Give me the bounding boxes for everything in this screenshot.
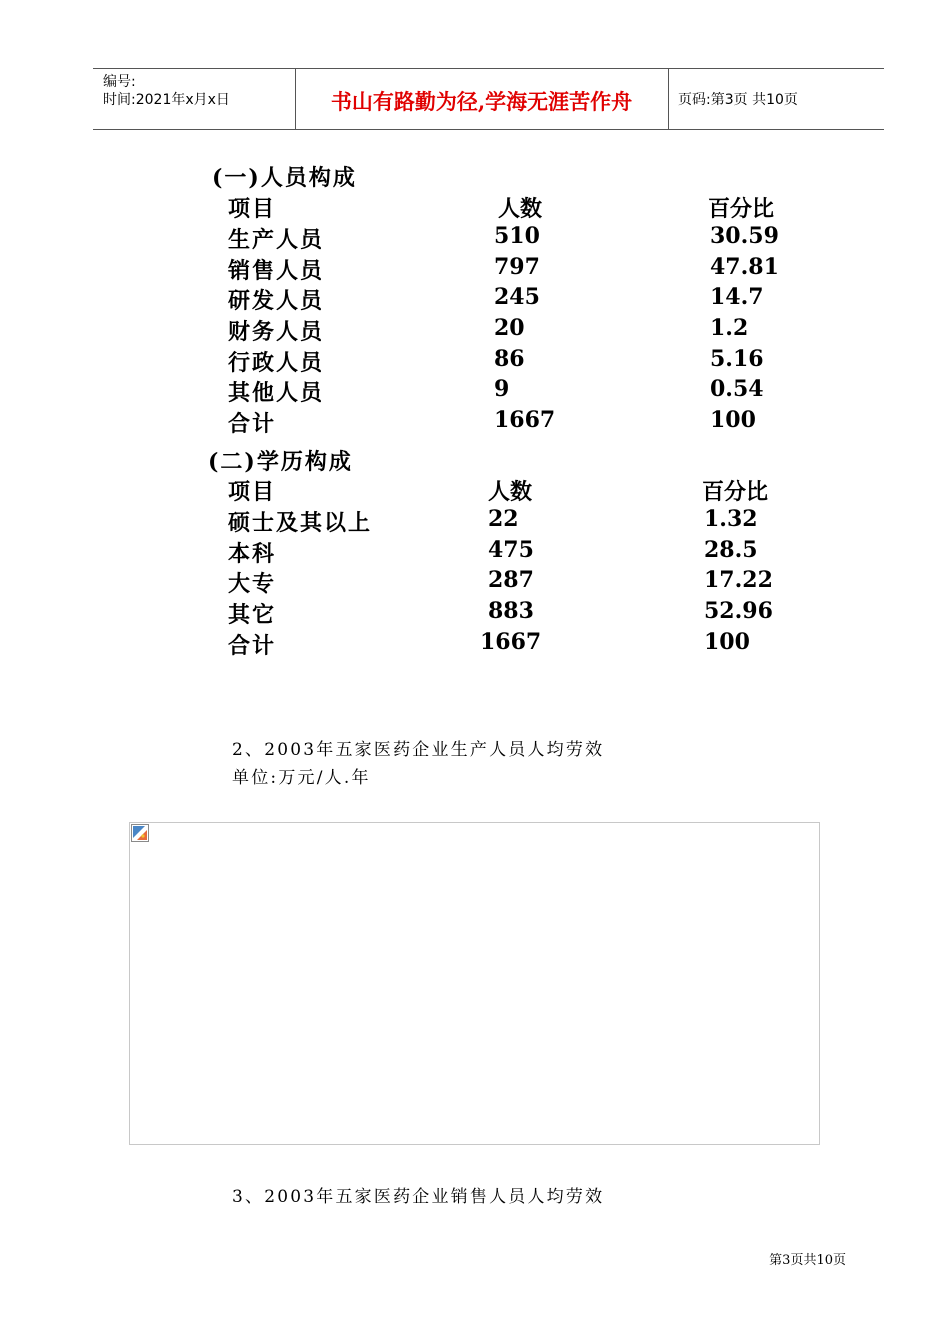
header-right-cell	[668, 69, 884, 129]
row-count: 797	[494, 254, 540, 280]
paragraph-2-unit: 单位:万元/人.年	[232, 768, 371, 788]
header-item: 项目	[228, 479, 277, 505]
row-percent: 30.59	[710, 223, 779, 249]
row-count: 22	[488, 506, 519, 532]
row-percent: 47.81	[710, 254, 779, 280]
row-count: 20	[494, 315, 525, 341]
row-label: 财务人员	[228, 319, 325, 345]
row-label: 其他人员	[228, 380, 325, 406]
time-label: 时间:2021年x月x日	[103, 92, 230, 108]
row-percent: 1.32	[704, 506, 758, 532]
header-percent: 百分比	[708, 196, 775, 222]
row-percent: 1.2	[710, 315, 749, 341]
serial-number-label: 编号:	[103, 74, 136, 90]
page-footer: 第3页共10页	[769, 1253, 846, 1268]
row-label: 生产人员	[228, 227, 325, 253]
paragraph-3-title: 3、2003年五家医药企业销售人员人均劳效	[232, 1187, 605, 1207]
row-count: 883	[488, 598, 534, 624]
row-count: 287	[488, 567, 534, 593]
row-count: 510	[494, 223, 540, 249]
row-label: 合计	[228, 633, 277, 659]
row-percent: 100	[704, 629, 750, 655]
row-label: 本科	[228, 541, 277, 567]
broken-image-icon	[131, 824, 149, 842]
header-middle-cell	[295, 69, 669, 129]
row-count: 475	[488, 537, 534, 563]
section-title: (二)学历构成	[208, 449, 353, 475]
row-percent: 17.22	[704, 567, 773, 593]
row-label: 行政人员	[228, 350, 325, 376]
section-title: (一)人员构成	[212, 165, 357, 191]
row-count: 9	[494, 376, 510, 402]
row-label: 大专	[228, 571, 277, 597]
row-count: 86	[494, 346, 525, 372]
header-left-cell	[93, 69, 296, 129]
header-item: 项目	[228, 196, 277, 222]
page-number-label: 页码:第3页 共10页	[678, 92, 798, 108]
header-count: 人数	[498, 196, 543, 222]
header-percent: 百分比	[702, 479, 769, 505]
missing-chart-image	[129, 822, 820, 1145]
row-percent: 14.7	[710, 284, 764, 310]
page-header	[93, 68, 884, 130]
row-label: 合计	[228, 411, 277, 437]
row-percent: 28.5	[704, 537, 758, 563]
motto-text: 书山有路勤为径,学海无涯苦作舟	[330, 89, 633, 114]
row-count: 1667	[480, 629, 542, 655]
row-label: 研发人员	[228, 288, 325, 314]
row-percent: 0.54	[710, 376, 764, 402]
row-count: 1667	[494, 407, 556, 433]
row-percent: 52.96	[704, 598, 773, 624]
row-label: 其它	[228, 602, 277, 628]
header-count: 人数	[488, 479, 533, 505]
row-percent: 5.16	[710, 346, 764, 372]
row-label: 销售人员	[228, 258, 325, 284]
row-count: 245	[494, 284, 540, 310]
paragraph-2-title: 2、2003年五家医药企业生产人员人均劳效	[232, 740, 605, 760]
row-label: 硕士及其以上	[228, 510, 373, 536]
row-percent: 100	[710, 407, 756, 433]
